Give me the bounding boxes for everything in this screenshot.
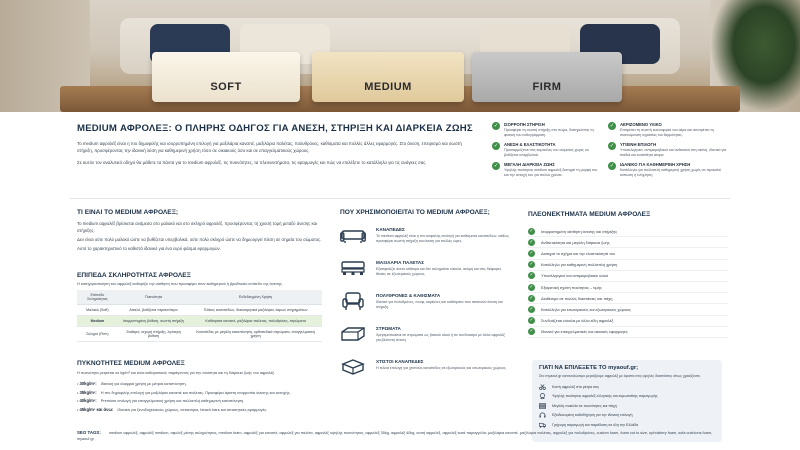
intro-paragraph: Σε αυτόν τον αναλυτικό οδηγό θα μάθετε τα πάντα για το medium αφρολέξ, τις πυκνότητες, τα πλεονεκτήματα, τις εφαρμογές και πώς να επιλέξετε το κατάλληλο για τις ανάγκες σας.	[77, 159, 427, 165]
features-grid	[492, 122, 732, 178]
table-cell: Πλάτες καναπέδων, διακοσμητικά μαξιλάρια, άκρων στηριγμάτων	[189, 305, 322, 316]
quality-badge-icon	[539, 393, 546, 399]
advantage-label: Ιδανικό για επαγγελματικές και οικιακές εφαρμογές	[541, 329, 628, 335]
advantage-item	[528, 226, 728, 237]
list-item: • 30kg/m³: Ιδανική για ελαφριά χρήση με μέτρια καταπόνηση.	[77, 381, 187, 386]
advantage-item	[528, 293, 728, 304]
check-icon: ✓	[529, 227, 534, 234]
uses-title: ΠΟΥ ΧΡΗΣΙΜΟΠΟΙΕΙΤΑΙ ΤΟ MEDIUM ΑΦΡΟΛΕΞ;	[340, 209, 490, 216]
advantage-label: Ανθεκτικότητα και μεγάλη διάρκεια ζωής	[541, 239, 610, 245]
use-desc: Το medium αφρολέξ είναι η πιο ασφαλής επιλογή για καθίσματα καναπέδων, καθώς προσφέρει σωστή στήριξη και άνεση για πολλές ώρες.	[376, 234, 509, 243]
feature-item	[492, 122, 600, 138]
advantage-label: Συνδυάζεται εύκολα με άλλα είδη αφρολέξ	[541, 318, 614, 324]
density-list	[77, 380, 322, 414]
layers-icon	[539, 403, 546, 409]
density-value: 45kg/m³ και άνω:	[79, 406, 114, 412]
density-intro: Η πυκνότητα μετριέται σε kg/m³ και είναι καθοριστικός παράγοντας για την ποιότητα και τη διάρκεια ζωής του αφρολέξ.	[77, 371, 276, 375]
table-header-row	[77, 290, 322, 305]
density-desc: Ιδανική για ελαφριά χρήση με μέτρια καταπόνηση.	[100, 381, 187, 386]
custom-shape-icon	[340, 357, 366, 377]
table-cell: Σκληρό (Firm)	[77, 327, 118, 342]
check-icon: ✓	[493, 163, 499, 169]
feature-item	[608, 142, 732, 158]
what-is-paragraph: Δεν είναι ούτε πολύ μαλακό ώστε να βυθίζεται υπερβολικά, ούτε πολύ σκληρό ώστε να δημιουργεί πίεση σε σημεία του σώματος.	[77, 237, 322, 242]
check-icon: ✓	[493, 123, 499, 129]
use-title: ΠΟΛΥΘΡΟΝΕΣ & ΚΑΘΙΣΜΑΤΑ	[376, 293, 441, 298]
feature-title: ΙΔΑΝΙΚΟ ΓΙΑ ΚΑΘΗΜΕΡΙΝΗ ΧΡΗΣΗ	[620, 162, 691, 167]
advantage-item	[528, 248, 728, 259]
foam-block-firm: FIRM	[472, 52, 622, 102]
why-intro: Στο myaouf.gr καταναλώσιμο μεριάζουμε αφρολέξ με άριστα στις υψηλές διαστάσεις όπως χρειάζεστε.	[539, 374, 701, 378]
check-icon: ✓	[529, 283, 534, 290]
advantage-label: Διαθέσιμο σε πολλές διαστάσεις και πάχη	[541, 295, 613, 301]
table-cell: Καναπέδες με μεγάλη καταπόνηση, ορθοπεδικά στρώματα, επαγγελματική χρήση	[189, 327, 322, 342]
advantage-item	[528, 271, 728, 282]
advantage-item	[528, 316, 728, 327]
what-is-title: ΤΙ ΕΙΝΑΙ ΤΟ MEDIUM ΑΦΡΟΛΕΞ;	[77, 209, 179, 216]
feature-item	[608, 162, 732, 178]
table-cell: Ισορροπημένη βύθιση, σωστή στήριξη	[118, 316, 189, 327]
check-icon: ✓	[529, 272, 534, 279]
why-item-label: Μεγάλη ποικιλία σε πυκνότητες και πάχη	[552, 403, 617, 408]
why-title: ΓΙΑΤΙ ΝΑ ΕΠΙΛΕΞΕΤΕ ΤΟ myaouf.gr;	[539, 365, 639, 371]
why-item-label: Εξειδικευμένη καθοδήγηση για την ιδανική επιλογή	[552, 413, 633, 418]
page-title: MEDIUM ΑΦΡΟΛΕΞ: Ο ΠΛΗΡΗΣ ΟΔΗΓΟΣ ΓΙΑ ΑΝΕΣΗ, ΣΤΗΡΙΞΗ ΚΑΙ ΔΙΑΡΚΕΙΑ ΖΩΗΣ	[77, 123, 473, 134]
table-header: Πυκνότητα	[118, 290, 189, 305]
seo-label: SEO TAGS:	[77, 430, 101, 435]
density-title: ΠΥΚΝΟΤΗΤΕΣ MEDIUM ΑΦΡΟΛΕΞ	[77, 360, 185, 367]
use-item-sofa	[340, 225, 510, 258]
check-icon: ✓	[529, 305, 534, 312]
check-icon: ✓	[609, 123, 615, 129]
why-item	[539, 411, 715, 421]
feature-item	[608, 122, 732, 138]
feature-title: ΜΕΓΑΛΗ ΔΙΑΡΚΕΙΑ ΖΩΗΣ	[504, 162, 555, 167]
table-header: Επίπεδο Σκληρότητας	[77, 290, 118, 305]
levels-intro: Η κατηγοριοποίηση του αφρολέξ καθορίζει την αίσθηση που προσφέρει στον καθημερινό ή βραδινιαίο επίπεδο της άνεσης.	[77, 282, 283, 286]
uses-list	[340, 225, 510, 390]
feature-title: ΑΕΡΙΖΟΜΕΝΟ ΥΛΙΚΟ	[620, 122, 662, 127]
use-title: ΜΑΞΙΛΑΡΙΑ ΠΑΛΕΤΑΣ	[376, 260, 424, 265]
use-item-pallet	[340, 258, 510, 291]
check-icon: ✓	[529, 317, 534, 324]
advantage-label: Διατηρεί το σχήμα και την ελαστικότητά του	[541, 250, 615, 256]
feature-desc: Επιτρέπει τη σωστή κυκλοφορία του αέρα και αποτρέπει τη συσσώρευση υγρασίας και θερμότητας.	[620, 128, 714, 137]
use-desc: Εξασφαλίζει άνετο κάθισμα και δεν σκληραίνει εύκολα, ακόμη και στις διάφορες θέσεις σε έξωτερικούς χώρους.	[376, 267, 502, 276]
feature-desc: Κατάλληλο για πολλαπλή καθημερινή χρήση χωρίς να προκαλεί κόπωση ή ενόχληση.	[620, 168, 722, 177]
levels-table	[77, 290, 322, 342]
feature-item	[492, 162, 600, 178]
advantage-label: Κατάλληλο για καθημερινή πολλαπλή χρήση	[541, 262, 618, 268]
advantage-label: Υποαλλεργικό και αντιμικροβιακό υλικό	[541, 273, 609, 279]
pallet-cushion-icon	[340, 258, 366, 278]
table-cell: Σταθερό, ισχυρή στήριξη, λιγότερη βύθιση	[118, 327, 189, 342]
feature-desc: Προσφέρει τη σωστή στήριξη στο σώμα, διατηρώντας τη φυσική του ευθυγράμμιση.	[504, 128, 594, 137]
advantage-item	[528, 260, 728, 271]
foam-block-soft: SOFT	[152, 52, 300, 102]
table-cell: Μαλακό (Soft)	[77, 305, 118, 316]
table-row	[77, 327, 322, 342]
why-item-label: Γρήγορη παραγωγή και παράδοση σε όλη την Ελλάδα	[552, 422, 639, 427]
list-item: • 45kg/m³ και άνω: Ιδανικά για ξενοδοχειακούς χώρους, εστιατόρια, beach bars και απαιτητικές εφαρμογές.	[77, 406, 268, 412]
what-is-text	[77, 220, 322, 254]
seo-text: medium αφρολέξ, αφρολέξ medium, σφολέξ μέσης σκληρότητας, medium foam, αφρολέξ για καναπέ, αφρολέξ για παλέτα, αφρολέξ υψηλής πυκνότητας, αφρολέξ 35kg, αφρολέξ 40kg, κοπή αφρολέξ, αφρολέξ κατά παραγγελία, μαξιλάρια καναπέ, μαξιλάρια παλέτας, αφρολέξ για πολυθρόνες, custom foam, foam cut to size, upholstery foam, sofa cushions foam, myaouf.gr	[77, 431, 713, 441]
check-icon: ✓	[529, 261, 534, 268]
delivery-truck-icon	[539, 422, 546, 428]
use-desc: Ιδανικό για πολυθρόνες, πουφ, καρέκλες και καθίσματα που απαιτούν άνεση και στήριξη.	[376, 300, 503, 309]
what-is-paragraph: Αυτό το χαρακτηριστικό το καθιστά ιδανικό για ένα ευρύ φάσμα εφαρμογών.	[77, 246, 221, 251]
armchair-icon	[340, 291, 366, 311]
why-item-label: Κοπή αφρολέξ στα μέτρα σας	[552, 384, 600, 389]
use-item-built-in-sofa	[340, 357, 510, 390]
why-item	[539, 401, 715, 411]
density-desc: Η πιο δημοφιλής επιλογή για μαξιλάρια καναπέ και παλέτας. Προσφέρει άριστη ισορροπία άνεσης και αντοχής.	[100, 389, 291, 395]
hero-image	[0, 0, 800, 112]
density-value: 30kg/m³:	[79, 381, 97, 386]
density-desc: Premium επιλογή για επαγγελματική χρήση και πολλαπλή καθημερινή καταπόνηση.	[100, 398, 245, 404]
use-title: ΣΤΡΩΜΑΤΑ	[376, 326, 401, 331]
feature-item	[492, 142, 600, 158]
density-value: 35kg/m³:	[79, 389, 97, 395]
advantage-item	[528, 304, 728, 315]
why-item	[539, 420, 715, 430]
foam-block-medium: MEDIUM	[312, 52, 464, 102]
table-cell: Καθίσματα καναπέ, μαξιλάρια παλέτας, πολυθρόνες, στρώματα	[189, 316, 322, 327]
list-item: • 35kg/m³: Η πιο δημοφιλής επιλογή για μαξιλάρια καναπέ και παλέτας. Προσφέρει άριστη ισορροπία άνεσης και αντοχής.	[77, 389, 291, 395]
use-desc: Η τέλεια επιλογή για χτιστούς καναπέδες σε εξωτερικούς και εσωτερικούς χώρους.	[376, 366, 507, 370]
advantage-item	[528, 282, 728, 293]
check-icon: ✓	[609, 163, 615, 169]
advantage-label: Ισορροπημένη αίσθηση άνεσης και στήριξης	[541, 228, 618, 234]
advantages-title: ΠΛΕΟΝΕΚΤΗΜΑΤΑ MEDIUM ΑΦΡΟΛΕΞ	[528, 211, 651, 218]
check-icon: ✓	[529, 249, 534, 256]
feature-title: ΥΓΙΕΙΝΗ ΕΠΙΛΟΓΗ	[620, 142, 657, 147]
why-item	[539, 392, 715, 402]
use-title: ΚΑΝΑΠΕΔΕΣ	[376, 227, 405, 232]
table-row-highlighted	[77, 316, 322, 327]
advantage-item	[528, 237, 728, 248]
table-row	[77, 305, 322, 316]
support-icon	[539, 412, 546, 418]
check-icon: ✓	[493, 143, 499, 149]
density-desc: Ιδανικά για ξενοδοχειακούς χώρους, εστιατόρια, beach bars και απαιτητικές εφαρμογές.	[117, 406, 268, 412]
sofa-icon	[340, 225, 366, 245]
why-item	[539, 382, 715, 392]
levels-table-wrap	[77, 282, 322, 342]
what-is-paragraph: Το medium αφρολέξ βρίσκεται ανάμεσα στο μαλακό και στο σκληρό αφρολέξ, προσφέροντας τη χρυσή τομή μεταξύ άνεσης και στήριξης.	[77, 221, 318, 233]
use-item-armchair	[340, 291, 510, 324]
list-item: • 40kg/m³: Premium επιλογή για επαγγελματική χρήση και πολλαπλή καθημερινή καταπόνηση.	[77, 398, 245, 404]
feature-desc: Υψηλής ποιότητας medium αφρολέξ διατηρεί τη μορφή του και την αντοχή του για πολλά χρόνια.	[504, 168, 598, 177]
table-header: Ενδεδειγμένη Χρήση	[189, 290, 322, 305]
advantage-label: Εξαιρετική σχέση ποιότητας – τιμής	[541, 284, 602, 290]
intro-paragraph: Το medium αφρολέξ είναι η πιο δημοφιλής και ισορροπημένη επιλογή για μαξιλάρια καναπέ, μαξιλάρια παλέτας, πολυθρόνες, καθίσματα και πολλές άλλες εφαρμογές. Στο άνεση, επειρισμό και σωστή στήριξη, προσφέροντας την ιδανική λύση για καθημερινή χρήση τόσο σε οικιακούς όσο και σε επαγγελματικούς χώρους.	[77, 141, 462, 154]
check-icon: ✓	[529, 238, 534, 245]
feature-title: ΑΝΕΣΗ & ΕΛΑΣΤΙΚΟΤΗΤΑ	[504, 142, 556, 147]
check-icon: ✓	[529, 328, 534, 335]
density-value: 40kg/m³:	[79, 398, 97, 404]
table-cell: Medium	[77, 316, 118, 327]
check-icon: ✓	[609, 143, 615, 149]
scissors-icon	[539, 384, 546, 390]
advantage-label: Κατάλληλο για εσωτερικούς και εξωτερικούς χώρους	[541, 306, 631, 312]
section-divider	[70, 198, 730, 199]
advantages-list	[528, 226, 728, 338]
use-title: ΧΤΙΣΤΟΙ ΚΑΝΑΠΕΔΕΣ	[376, 359, 424, 364]
advantage-item	[528, 327, 728, 338]
table-cell: Απαλό, βυθίζεται περισσότερο	[118, 305, 189, 316]
feature-desc: Προσαρμόζεται στις καμπύλες του σώματος χωρίς να βυθίζεται υπερβολικά.	[504, 148, 589, 157]
feature-title: ΙΣΟΡΡΟΠΗ ΣΤΗΡΙΞΗ	[504, 122, 545, 127]
use-item-mattress	[340, 324, 510, 357]
seo-tags	[77, 430, 727, 442]
use-desc: Χρησιμοποιείται σε στρώματα ως βασικό υλικό ή σε συνδυασμό με άλλα αφρολέξ για βέλτιστη άνεση.	[376, 333, 505, 342]
levels-title: ΕΠΙΠΕΔΑ ΣΚΛΗΡΟΤΗΤΑΣ ΑΦΡΟΛΕΞ	[77, 272, 191, 279]
feature-desc: Υποαλλεργικό, αντιμικροβιακό και ανθεκτικό στη σκόνη, ιδανικό για παιδιά και ευαίσθητα άτομα.	[620, 148, 727, 157]
intro-text	[77, 140, 477, 170]
mattress-icon	[340, 324, 366, 344]
why-list	[539, 382, 715, 430]
why-item-label: Υψηλής ποιότητας αφρολέξ ελληνικής και ευρωπαϊκής παραγωγής	[552, 394, 658, 399]
check-icon: ✓	[529, 294, 534, 301]
